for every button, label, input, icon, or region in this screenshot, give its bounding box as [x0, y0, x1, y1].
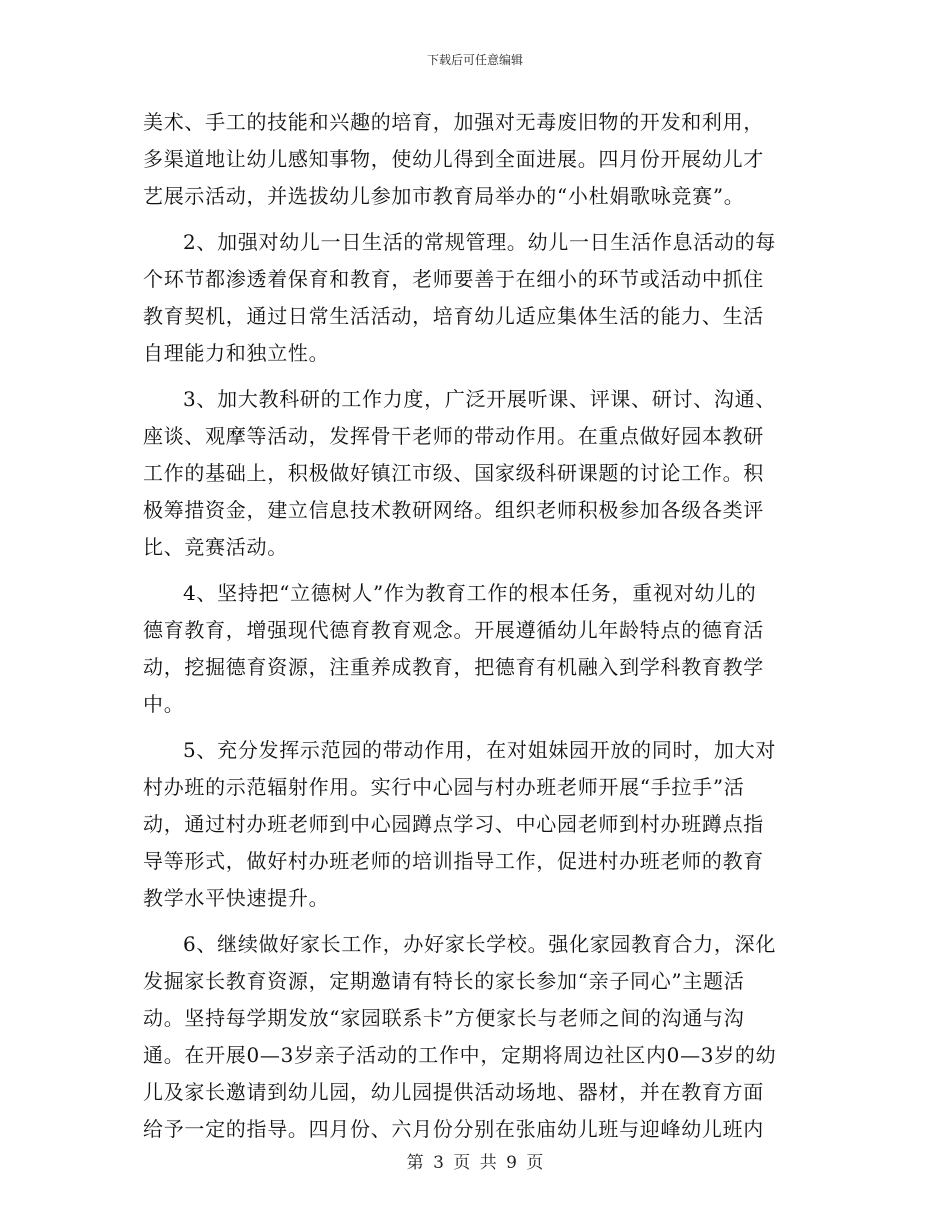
text-line: 动。坚持每学期发放“家园联系卡”方便家长与老师之间的沟通与沟 — [143, 1006, 745, 1030]
text-line: 个环节都渗透着保育和教育，老师要善于在细小的环节或活动中抓住 — [143, 267, 764, 291]
text-line: 教学水平快速提升。 — [143, 886, 330, 910]
text-line: 自理能力和独立性。 — [143, 341, 330, 365]
text-line: 座谈、观摩等活动，发挥骨干老师的带动作用。在重点做好园本教研 — [143, 424, 764, 448]
text-line: 动，通过村办班老师到中心园蹲点学习、中心园老师到村办班蹲点指 — [143, 812, 764, 836]
paragraph — [143, 926, 808, 1148]
text-line: 发掘家长教育资源，定期邀请有特长的家长参加“亲子同心”主题活 — [143, 969, 745, 993]
text-line: 导等形式，做好村办班老师的培训指导工作，促进村办班老师的教育 — [143, 849, 764, 873]
text-line: 工作的基础上，积极做好镇江市级、国家级科研课题的讨论工作。积 — [143, 461, 764, 485]
paragraph — [143, 104, 808, 215]
text-line: 美术、手工的技能和兴趣的培育，加强对无毒废旧物的开发和利用， — [143, 110, 764, 134]
page-header: 下载后可任意编辑 — [426, 53, 523, 67]
text-line: 给予一定的指导。四月份、六月份分别在张庙幼儿班与迎峰幼儿班内 — [143, 1117, 764, 1141]
text-line: 6、继续做好家长工作，办好家长学校。强化家园教育合力，深化 — [183, 932, 777, 956]
text-line: 5、充分发挥示范园的带动作用，在对姐妹园开放的同时，加大对 — [183, 738, 777, 762]
paragraph — [143, 575, 808, 723]
text-line: 比、竞赛活动。 — [143, 535, 288, 559]
paragraph — [143, 732, 808, 917]
paragraph — [143, 381, 808, 566]
paragraph — [143, 224, 808, 372]
text-line: 动，挖掘德育资源，注重养成教育，把德育有机融入到学科教育教学 — [143, 655, 764, 679]
text-line: 多渠道地让幼儿感知事物，使幼儿得到全面进展。四月份开展幼儿才 — [143, 147, 764, 171]
text-line: 儿及家长邀请到幼儿园，幼儿园提供活动场地、器材，并在教育方面 — [143, 1080, 764, 1104]
text-line: 3、加大教科研的工作力度，广泛开展听课、评课、研讨、沟通、 — [183, 387, 777, 411]
page-number-footer: 第 3 页 共 9 页 — [406, 1153, 544, 1173]
text-line: 中。 — [143, 692, 185, 716]
text-line: 通。在开展0—3岁亲子活动的工作中，定期将周边社区内0—3岁的幼 — [143, 1043, 777, 1067]
document-body — [143, 104, 808, 1148]
text-line: 村办班的示范辐射作用。实行中心园与村办班老师开展“手拉手”活 — [143, 775, 745, 799]
text-line: 艺展示活动，并选拔幼儿参加市教育局举办的“小杜娟歌咏竞赛”。 — [143, 184, 745, 208]
text-line: 极筹措资金，建立信息技术教研网络。组织老师积极参加各级各类评 — [143, 498, 764, 522]
text-line: 4、坚持把“立德树人”作为教育工作的根本任务，重视对幼儿的 — [183, 581, 757, 605]
text-line: 德育教育，增强现代德育教育观念。开展遵循幼儿年龄特点的德育活 — [143, 618, 764, 642]
text-line: 教育契机，通过日常生活活动，培育幼儿适应集体生活的能力、生活 — [143, 304, 764, 328]
text-line: 2、加强对幼儿一日生活的常规管理。幼儿一日生活作息活动的每 — [183, 230, 777, 254]
